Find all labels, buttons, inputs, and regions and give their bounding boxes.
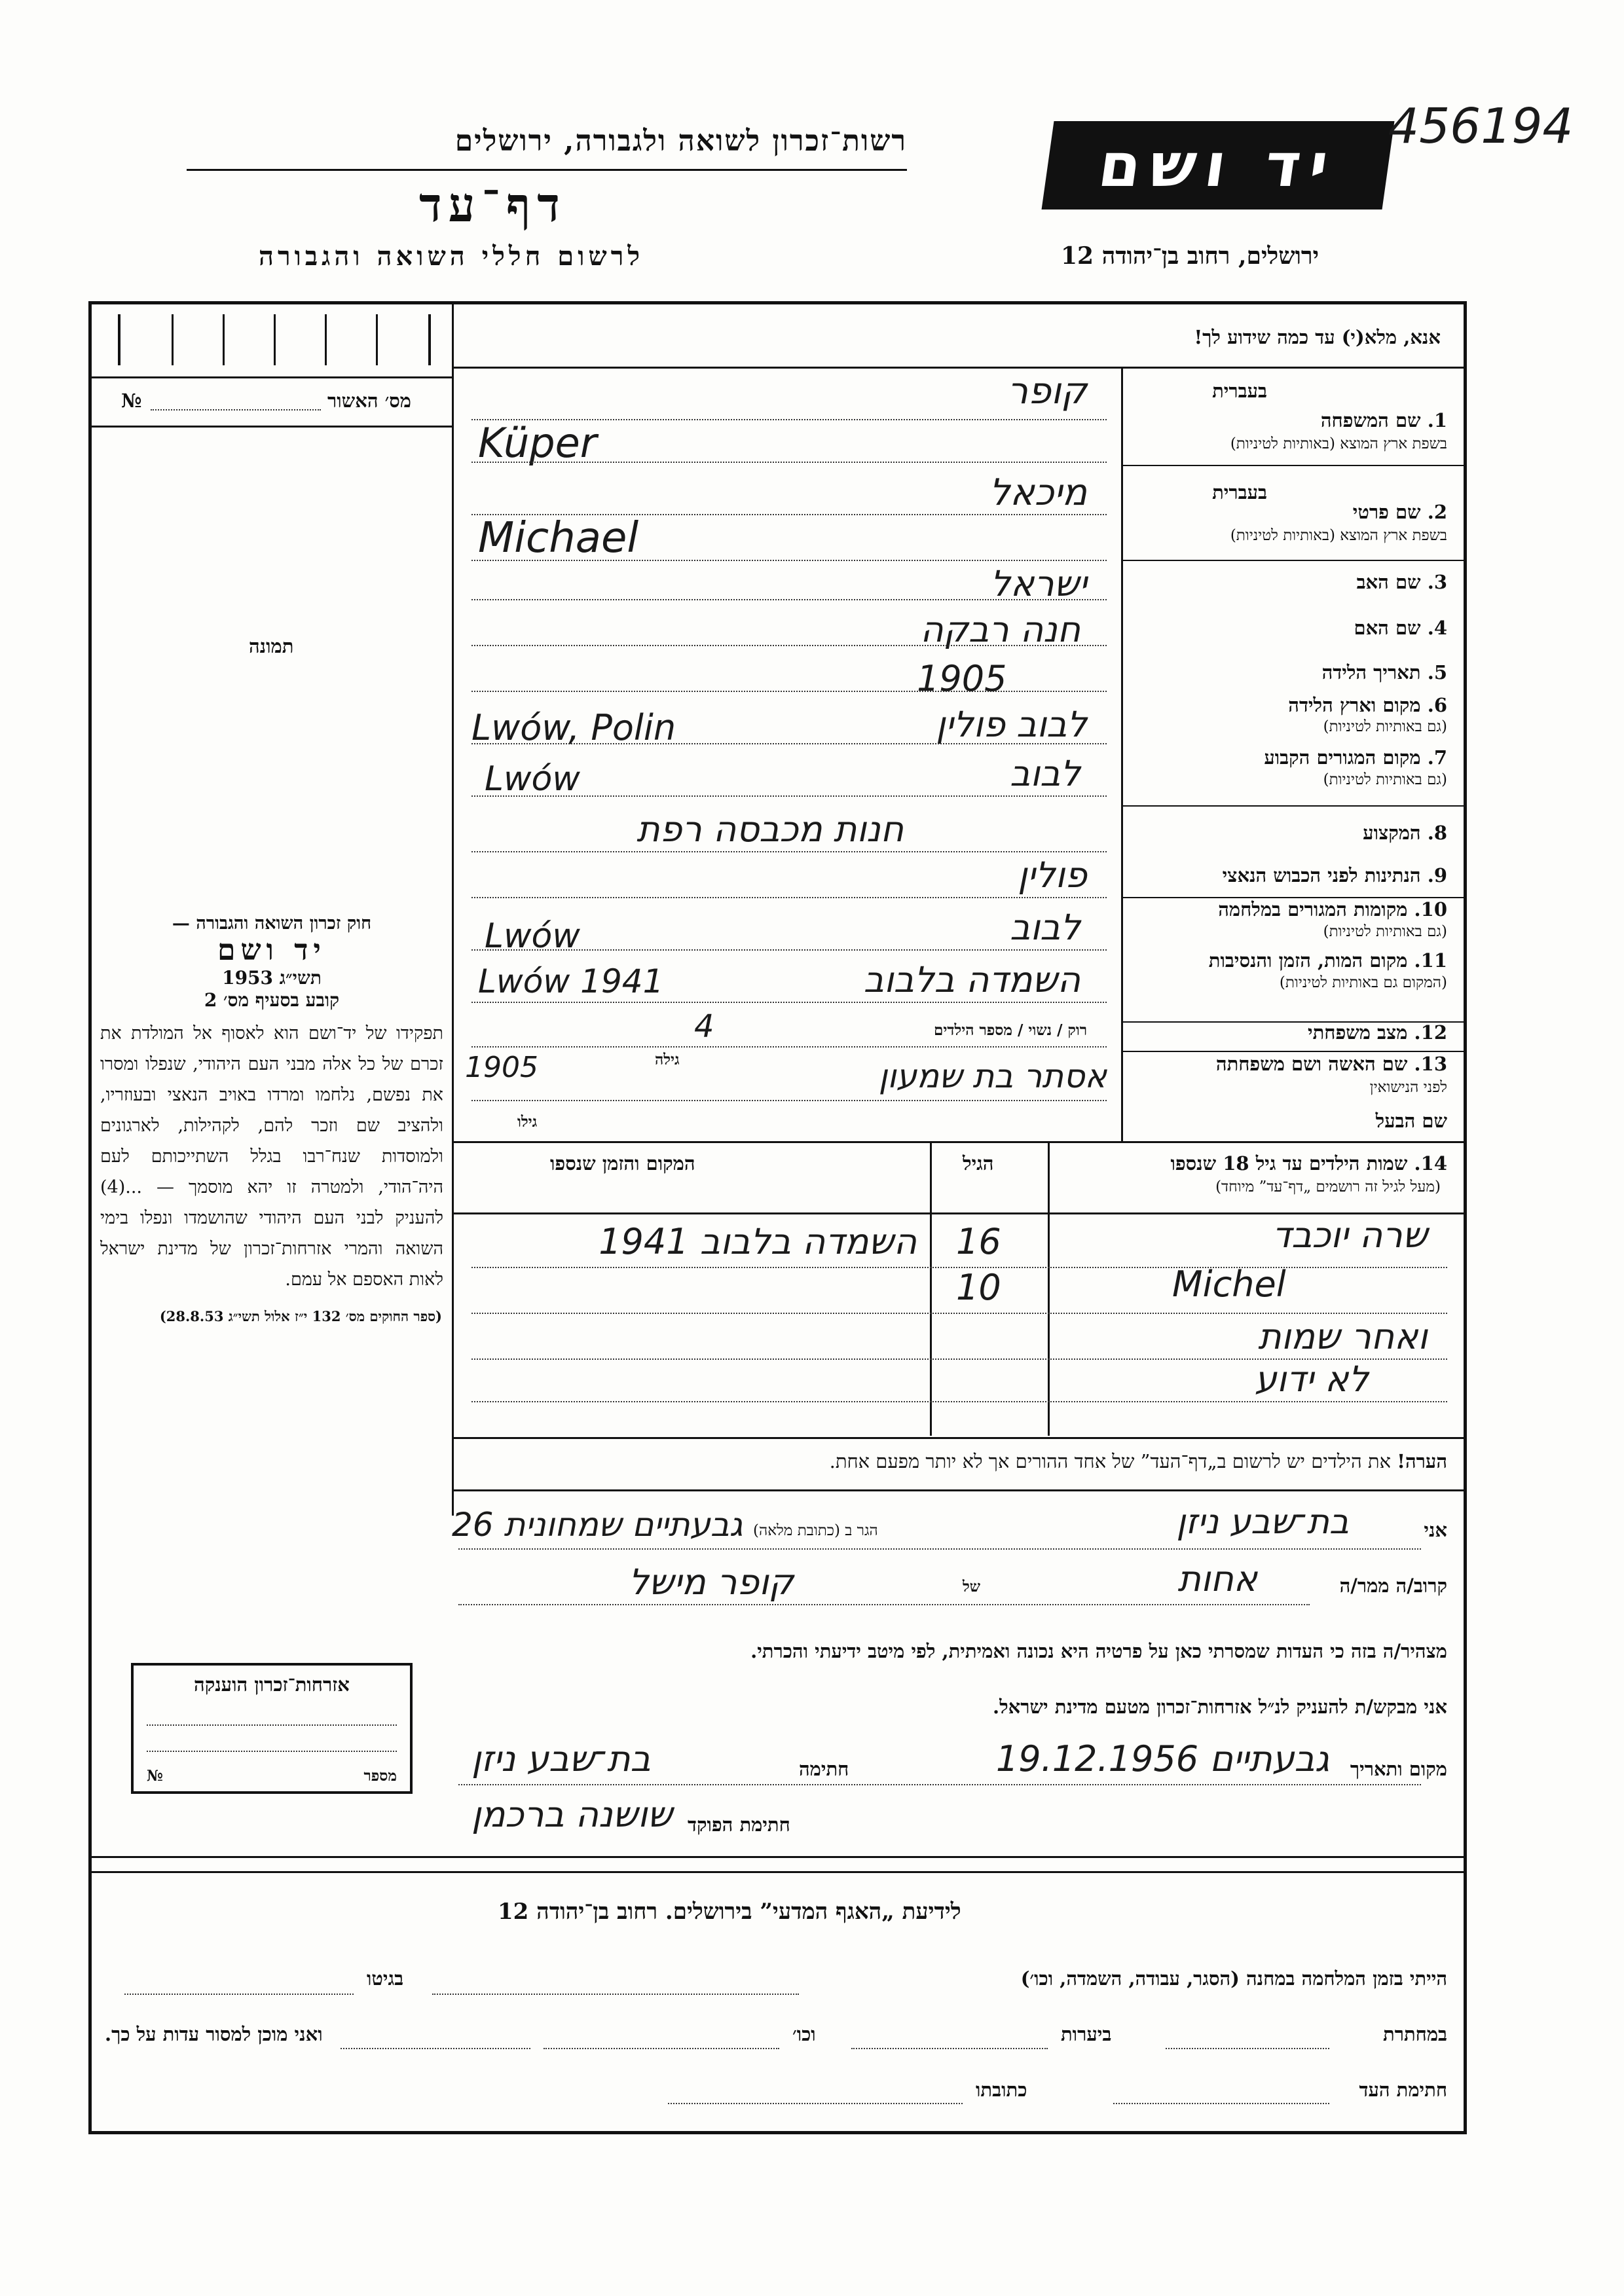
field-12-options: רוק / נשוי / מספר הילדים [934,1021,1087,1039]
bottom-line1-a: הייתי בזמן המלחמה במחנה (הסגר, עבודה, השמדה, וכו׳) [1020,1967,1447,1990]
children-place-col: המקום והזמן שנספו [550,1152,695,1175]
field-2-label: 2. שם פרטי [1352,501,1447,523]
of-label: של [963,1578,981,1595]
law-text: תפקידו של יד־ושם הוא לאסוף אל המולדת את זכרם של כל אלה מבני העם היהודי, שנפלו ומסרו את נפשם, נלחמו ומרדו באויב הנאצי ובעוזריו, ולהציב שם וזכר להם, לקהילות, לארגונים ולמוסדות שנח־רבו בגלל השתייכותם לעם היה־הודי, ולמטרה זו יהא מוסמך — ...(4) להעניק לבני העם היהודי שהושמדו ונפלו בימי השואה והמרי אזרחות־זכרון של מדינת ישראל לאות האספם אל עמם. [100,1023,443,1290]
declarant-address: גבעתיים שמחונית 26 [452,1506,743,1544]
bottom-heading: לידיעת „האגף המדעי” בירושלים. רחוב בן־יהודה 12 [498,1899,961,1925]
field-10-hebrew-value: לבוב [1010,907,1080,948]
bottom-line3-b: כתובתו [976,2079,1027,2101]
place-date-value: גבעתיים 19.12.1956 [995,1738,1329,1779]
child-1-age: 16 [956,1221,1001,1262]
field-4-label: 4. שם האם [1354,617,1447,639]
field-2-latin-value: Michael [478,514,639,562]
declaration-text: מצהיר/ה בזה כי העדות שמסרתי כאן על פרטיה היא נכונה ואמיתית, לפי מיטב ידיעתי והכרתי. [750,1640,1447,1662]
address: ירושלים, רחוב בן־יהודה 12 [1061,242,1320,270]
field-8-label: 8. המקצוע [1363,822,1447,844]
field-1-hebrew-tag: בעברית [1212,380,1267,402]
field-2-hebrew-value: מיכאל [989,471,1087,514]
field-6-latin-value: Lwów, Polin [471,707,676,748]
declarant-ani: אני [1424,1519,1447,1541]
field-11-label: 11. מקום המות, הזמן והנסיבות [1208,949,1447,972]
field-3-value: ישראל [990,563,1087,604]
child-2-age: 10 [956,1267,1001,1308]
citizenship-number-label: מספר [363,1767,397,1785]
law-clause: קובע בסעיף מס׳ 2 [204,989,340,1011]
officer-label: חתימת הפוקד [688,1813,790,1836]
husband-label: שם הבעל [1375,1110,1447,1132]
field-6-hebrew-value: לבוב פולין [936,704,1087,745]
field-12-children-count: 4 [694,1008,714,1045]
law-title: חוק זכרון השואה והגבורה — [172,913,372,934]
field-10-label: 10. מקומות המגורים במלחמה [1218,898,1447,920]
field-3-label: 3. שם האב [1356,571,1447,593]
field-1-latin-value: Küper [478,419,597,467]
officer-signature: שושנה ברכמן [471,1794,673,1835]
law-box [95,913,449,1325]
citizenship-title: אזרחות־זכרון הוענקה [194,1673,350,1696]
yad-vashem-logo: יד ושם [1042,121,1395,210]
field-4-value: חנה רבקה [920,609,1080,650]
law-source: (ספר החוקים מס׳ 132 י״ז אלול תשי״ג 28.8.53) [159,1308,442,1324]
instruction-text: אנא, מלא(י) עד כמה שידוע לך! [1194,326,1441,348]
field-6-sublabel: (גם באותיות לטיניות) [1323,718,1447,735]
request-text: אני מבקש/ת להעניק לנ״ל אזרחות־זכרון מטעם מדינת ישראל. [993,1696,1447,1718]
child-2-name: Michel [1172,1264,1286,1305]
field-10-latin-value: Lwów [485,917,580,956]
approval-number-label: מס׳ האשור [327,390,411,412]
bottom-line2-b: ביערות [1061,2023,1112,2045]
citizenship-number-symbol: № [147,1767,163,1785]
field-7-sublabel: (גם באותיות לטיניות) [1323,771,1447,788]
handwritten-file-number: 456194 [1388,98,1574,155]
law-name: יד ושם [217,934,326,967]
bottom-line2-a: במחתרת [1383,2023,1447,2045]
field-11-hebrew-value: השמדה בלבוב [863,959,1080,1000]
bottom-line3-a: חתימת העד [1359,2079,1447,2101]
page-subtitle: לרשום חללי השואה והגבורה [259,241,644,272]
field-7-latin-value: Lwów [485,759,580,799]
field-5-value: 1905 [917,658,1007,699]
field-13-sublabel: לפני הנישואין [1369,1079,1447,1096]
husband-age-label: גילו [517,1113,538,1131]
field-13-label: 13. שם האשה ושם משפחתה [1215,1053,1447,1075]
children-header: 14. שמות הילדים עד גיל 18 שנספו [1170,1152,1447,1175]
field-1-hebrew-value: קופר [1007,370,1087,412]
relation-label: קרוב/ה ממר/ה [1339,1575,1447,1597]
child-1-place: השמדה בלבוב 1941 [599,1221,917,1262]
bottom-line2-d: ואני מוכן למסור עדות על כך. [105,2023,323,2045]
child-1-name: שרה יוכבד [1272,1214,1428,1256]
children-age-col: הגיל [963,1152,994,1175]
field-1-label: 1. שם המשפחה [1320,409,1447,431]
law-year: תשי״ג 1953 [222,967,322,989]
signature-value: בת־שבע ניזן [471,1738,651,1779]
field-8-value: חנות מכבסה רפת [637,809,904,850]
stamp-boxes [92,304,452,376]
field-2-hebrew-tag: בעברית [1212,481,1267,503]
note-row [830,1450,1447,1473]
bottom-line2-c: וכו׳ [792,2023,816,2045]
field-11-sublabel: (המקום גם באותיות לטיניות) [1279,974,1447,991]
note-text: את הילדים יש לרשום ב„דף־העד” של אחד ההורים אך לא יותר מפעם אחת. [829,1450,1392,1472]
child-3-name: ואחר שמות [1258,1316,1428,1357]
place-date-label: מקום ותאריך [1350,1758,1447,1780]
field-12-label: 12. מצב משפחתי [1308,1021,1447,1044]
approval-number-symbol: № [121,390,142,412]
field-6-label: 6. מקום וארץ הלידה [1288,694,1447,716]
field-10-sublabel: (גם באותיות לטיניות) [1323,923,1447,940]
field-7-label: 7. מקום המגורים הקבוע [1264,746,1447,769]
field-7-hebrew-value: לבוב [1010,753,1080,794]
of-value: קופר מישל [629,1561,794,1603]
field-13-age-label: גילה [655,1051,680,1068]
child-4-name: לא ידוע [1254,1358,1369,1400]
note-label: הערה! [1397,1450,1447,1472]
field-2-sublabel: בשפת ארץ המוצא (באותיות לטיניות) [1230,527,1447,544]
authority-title: רשות־זכרון לשואה ולגבורה, ירושלים [454,124,907,158]
children-header-sub: (מעל לגיל זה רושמים „דף־עד” מיוחד) [1215,1178,1441,1195]
page-title: דף־עד [419,177,566,232]
citizenship-box [131,1663,413,1794]
field-5-label: 5. תאריך הלידה [1321,661,1447,683]
field-1-sublabel: בשפת ארץ המוצא (באותיות לטיניות) [1230,435,1447,452]
field-9-value: פולין [1018,854,1087,896]
field-11-latin-value: Lwów 1941 [478,962,664,1000]
field-9-label: 9. הנתינות לפני הכבוש הנאצי [1222,864,1447,886]
relation-value: אחות [1177,1558,1257,1599]
signature-label: חתימה [799,1758,849,1780]
bottom-line1-b: בגיטו [367,1967,404,1990]
declarant-resident-label: הגר ב (כתובת מלאה) [753,1522,878,1539]
photo-label: תמונה [249,635,294,657]
field-13-wife-age: 1905 [465,1051,538,1084]
field-13-value: אסתר בת שמעון [878,1057,1107,1095]
declarant-name: בת־שבע ניזן [1176,1503,1349,1542]
